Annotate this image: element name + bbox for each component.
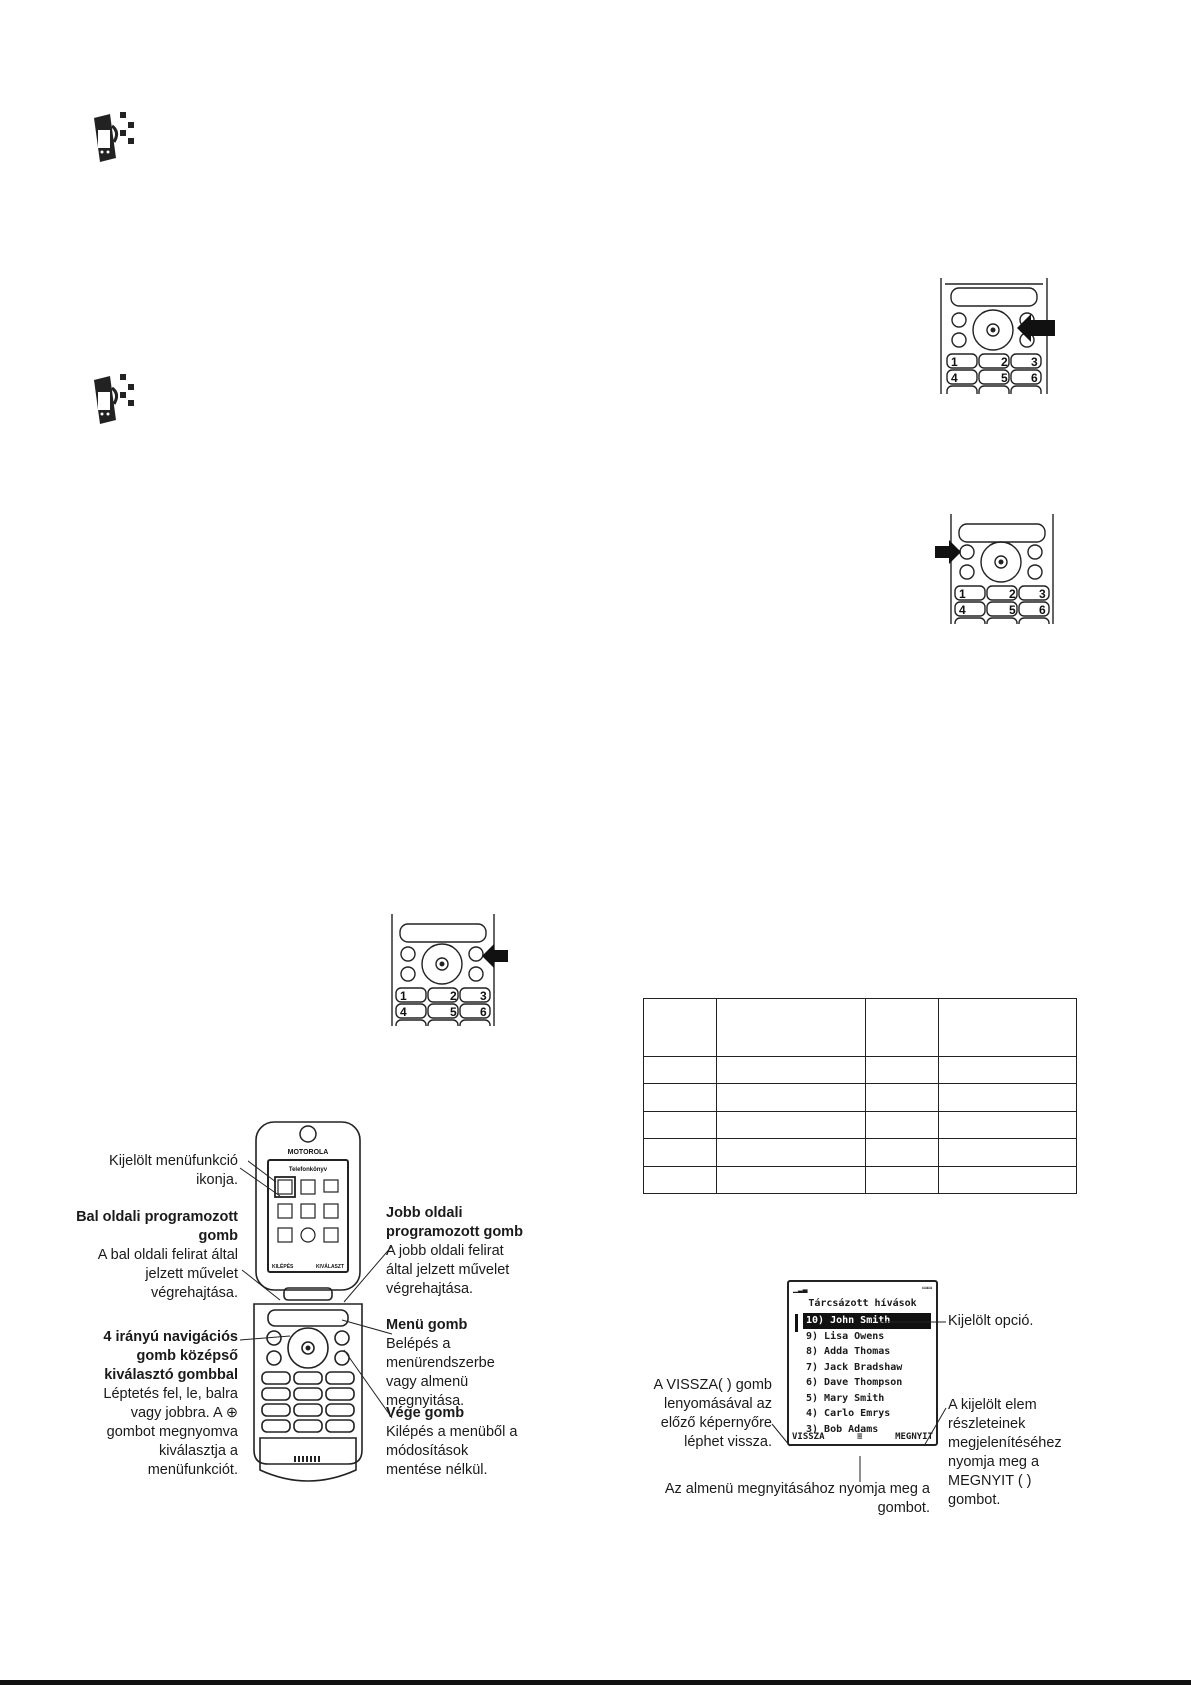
phone-brand: MOTOROLA <box>287 1149 329 1156</box>
phone-menu-icon <box>86 370 142 428</box>
keypad-illustration-right-arrow <box>935 278 1055 394</box>
callout-open: A kijelölt elem részleteinek megjelenítéséhez nyomja meg a MEGNYIT ( ) gombot. <box>948 1397 1062 1508</box>
keypad-digit: 4 <box>400 1005 407 1019</box>
soft-key-open[interactable]: MEGNYIT <box>895 1432 933 1442</box>
keypad-digit: 3 <box>1039 587 1046 601</box>
keypad-digit: 6 <box>1039 603 1046 617</box>
left-figure-leaders <box>236 1150 396 1480</box>
list-item[interactable]: 4) Carlo Emrys <box>806 1408 891 1419</box>
callout-back: A VISSZA( ) gomb lenyomásával az előző képernyőre léphet vissza. <box>653 1377 772 1450</box>
phone-menu-icon <box>86 108 142 166</box>
callout-nav-key-desc: Léptetés fel, le, balra vagy jobbra. A ⊕ gombot megnyomva kiválasztja a menüfunkciót. <box>103 1386 238 1478</box>
callout-end-key-title: Vége gomb <box>386 1405 465 1421</box>
list-item[interactable]: 7) Jack Bradshaw <box>806 1361 903 1373</box>
signal-icon: ▁▂▃ <box>793 1284 808 1293</box>
phone-screen-title: Telefonkönyv <box>288 1167 328 1173</box>
keypad-digit: 1 <box>959 587 966 601</box>
keypad-digit: 6 <box>480 1005 487 1019</box>
callout-menu-icon: Kijelölt menüfunkció ikonja. <box>109 1153 238 1188</box>
keypad-digit: 4 <box>959 603 966 617</box>
callout-right-soft-key-title: Jobb oldali programozott gomb <box>386 1205 523 1240</box>
keypad-digit: 2 <box>450 989 457 1003</box>
callout-menu-key-desc: Belépés a menürendszerbe vagy almenü megnyitása. <box>386 1336 495 1409</box>
callout-menu-key <box>386 1316 526 1411</box>
callout-end-key <box>386 1404 526 1480</box>
keypad-illustration-menu-arrow <box>388 914 508 1026</box>
callout-right-soft-key-desc: A jobb oldali felirat által jelzett művelet végrehajtása. <box>386 1243 510 1297</box>
keypad-digit: 5 <box>450 1005 457 1019</box>
list-item[interactable]: 8) Adda Thomas <box>806 1346 891 1357</box>
callout-submenu: Az almenü megnyitásához nyomja meg a gombot. <box>664 1481 930 1516</box>
soft-key-back[interactable]: VISSZA <box>792 1432 825 1442</box>
callout-nav-key-title: 4 irányú navigációs gomb középső kiválasztó gombbal <box>103 1329 238 1383</box>
keypad-digit: 5 <box>1009 603 1016 617</box>
keypad-digit: 2 <box>1001 355 1008 369</box>
list-item[interactable]: 5) Mary Smith <box>806 1392 885 1404</box>
list-item[interactable]: 9) Lisa Owens <box>806 1330 885 1342</box>
phone-soft-left: KILÉPÉS <box>272 1264 294 1270</box>
menu-icon[interactable]: ≡ <box>857 1432 863 1442</box>
battery-icon: ▭▭ <box>922 1283 932 1292</box>
screen-title: Tárcsázott hívások <box>808 1298 917 1309</box>
callout-left-soft-key-title: Bal oldali programozott gomb <box>76 1209 238 1244</box>
empty-table <box>643 998 1077 1194</box>
page-bottom-rule <box>0 1680 1191 1685</box>
keypad-digit: 6 <box>1031 371 1038 385</box>
keypad-digit: 3 <box>480 989 487 1003</box>
keypad-digit: 5 <box>1001 371 1008 385</box>
keypad-digit: 4 <box>951 371 958 385</box>
keypad-illustration-left-arrow <box>935 514 1057 624</box>
callout-nav-key <box>96 1328 238 1480</box>
callout-menu-key-title: Menü gomb <box>386 1317 468 1333</box>
callout-highlight: Kijelölt opció. <box>948 1313 1034 1329</box>
keypad-digit: 1 <box>951 355 958 369</box>
keypad-digit: 1 <box>400 989 407 1003</box>
list-item[interactable]: 3) Bob Adams <box>806 1423 879 1435</box>
callout-left-soft-key <box>70 1208 238 1303</box>
keypad-digit: 3 <box>1031 355 1038 369</box>
phone-soft-right: KIVÁLASZT <box>315 1264 344 1270</box>
list-item[interactable]: 6) Dave Thompson <box>806 1377 903 1388</box>
callout-end-key-desc: Kilépés a menüből a módosítások mentése nélkül. <box>386 1424 518 1478</box>
right-figure-leaders <box>770 1296 950 1496</box>
list-item-selected[interactable]: 10) John Smith <box>803 1313 931 1329</box>
callout-left-soft-key-desc: A bal oldali felirat által jelzett művelet végrehajtása. <box>97 1247 238 1301</box>
callout-right-soft-key <box>386 1204 526 1299</box>
keypad-digit: 2 <box>1009 587 1016 601</box>
